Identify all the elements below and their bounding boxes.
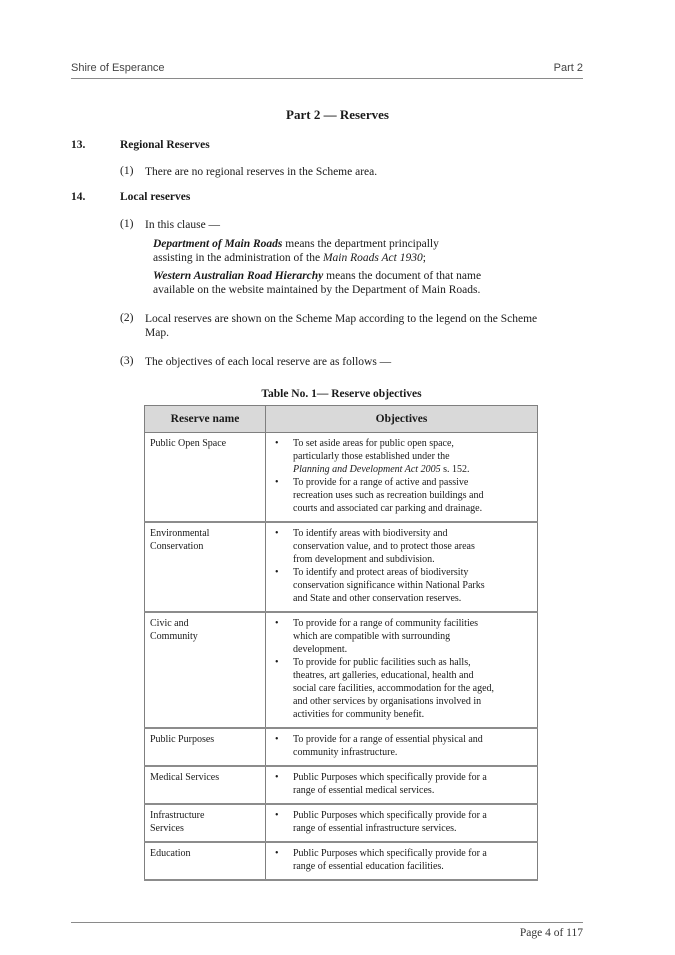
- section-13-number: 13.: [71, 139, 86, 151]
- definition-text: means the document of that name: [323, 270, 482, 282]
- table-row: [145, 804, 538, 842]
- table-row: [145, 612, 538, 728]
- objectives-cell: [266, 522, 538, 612]
- definition-department-of-main-roads: [153, 237, 533, 265]
- definition-term: Department of Main Roads: [153, 238, 283, 250]
- bullet-icon: •: [275, 734, 279, 745]
- definition-wa-road-hierarchy: [153, 269, 533, 297]
- objective-line: which are compatible with surrounding: [293, 631, 451, 642]
- objective-line: conservation significance within National Parks: [293, 580, 485, 591]
- section-13-title: Regional Reserves: [120, 139, 210, 151]
- bullet-icon: •: [275, 618, 279, 629]
- reserve-name-cell: [145, 522, 266, 612]
- act-name: Main Roads Act 1930: [322, 252, 423, 264]
- section-13-para-1-number: (1): [120, 165, 134, 177]
- objective-line: range of essential medical services.: [293, 785, 435, 796]
- objectives-cell: [266, 612, 538, 728]
- bullet-icon: •: [275, 438, 279, 449]
- reserve-name-cell: [145, 728, 266, 766]
- objective-item: [271, 809, 532, 835]
- objective-line: from development and subdivision.: [293, 554, 435, 565]
- objective-line: theatres, art galleries, educational, health and: [293, 670, 474, 681]
- bullet-icon: •: [275, 657, 279, 668]
- objective-line: recreation uses such as recreation buildings and: [293, 490, 484, 501]
- table-title: Table No. 1— Reserve objectives: [261, 388, 422, 400]
- objective-item: [271, 656, 532, 721]
- reserve-name: Civic and: [150, 618, 189, 629]
- objective-line: Public Purposes which specifically provide for a: [293, 772, 487, 783]
- section-14-para-2-number: (2): [120, 312, 134, 324]
- section-13-para-1-text: There are no regional reserves in the Scheme area.: [145, 166, 378, 178]
- bullet-icon: •: [275, 528, 279, 539]
- objectives-cell: [266, 842, 538, 880]
- reserve-name: Infrastructure: [150, 810, 205, 821]
- objective-line: conservation value, and to protect those areas: [293, 541, 475, 552]
- objective-line: To identify and protect areas of biodiversity: [293, 567, 469, 578]
- table-row: [145, 728, 538, 766]
- objective-line: particularly those established under the: [293, 451, 450, 462]
- objective-line: community infrastructure.: [293, 747, 398, 758]
- objective-item: [271, 617, 532, 656]
- reserve-name: Medical Services: [150, 772, 220, 783]
- objective-line: courts and associated car parking and drainage.: [293, 503, 483, 514]
- objective-line: To provide for public facilities such as halls,: [293, 657, 471, 668]
- reserve-name-cell: [145, 433, 266, 523]
- objective-item: [271, 476, 532, 515]
- objective-item: [271, 566, 532, 605]
- objective-item: [271, 771, 532, 797]
- reserve-name-cell: [145, 612, 266, 728]
- reserve-name: Conservation: [150, 541, 204, 552]
- objective-item: [271, 527, 532, 566]
- objective-line: range of essential education facilities.: [293, 861, 444, 872]
- objective-item: [271, 437, 532, 476]
- reserve-name: Services: [150, 823, 184, 834]
- table-row: [145, 433, 538, 523]
- bullet-icon: •: [275, 567, 279, 578]
- reserve-name-cell: [145, 766, 266, 804]
- section-14-para-2-text: [145, 312, 585, 340]
- reserve-name-cell: [145, 842, 266, 880]
- objective-line: and State and other conservation reserves.: [293, 593, 462, 604]
- objective-line: To provide for a range of active and passive: [293, 477, 469, 488]
- reserve-objectives-table: [144, 405, 538, 881]
- section-14-para-1-number: (1): [120, 218, 134, 230]
- header-part-label: Part 2: [553, 62, 583, 74]
- reserve-name: Environmental: [150, 528, 210, 539]
- objectives-cell: [266, 728, 538, 766]
- objective-line: social care facilities, accommodation for the aged,: [293, 683, 495, 694]
- objective-line: development.: [293, 644, 348, 655]
- para-line: Local reserves are shown on the Scheme Map according to the legend on the Scheme: [145, 313, 538, 325]
- definition-text: ;: [422, 252, 426, 264]
- footer-rule: [71, 922, 583, 923]
- definition-text: available on the website maintained by the Department of Main Roads.: [153, 284, 481, 296]
- header-rule: [71, 78, 583, 79]
- objectives-cell: [266, 804, 538, 842]
- objective-line: To set aside areas for public open space,: [293, 438, 454, 449]
- objective-line: s. 152.: [440, 464, 470, 475]
- objective-line: To provide for a range of essential physical and: [293, 734, 483, 745]
- table-row: [145, 842, 538, 880]
- objective-line: range of essential infrastructure services.: [293, 823, 457, 834]
- bullet-icon: •: [275, 810, 279, 821]
- header-shire-name: Shire of Esperance: [71, 62, 165, 74]
- objective-line: Public Purposes which specifically provide for a: [293, 810, 487, 821]
- bullet-icon: •: [275, 848, 279, 859]
- section-14-para-3-text: The objectives of each local reserve are as follows —: [145, 356, 392, 368]
- part-title: Part 2 — Reserves: [286, 107, 389, 122]
- definition-text: means the department principally: [282, 238, 439, 250]
- objectives-cell: [266, 766, 538, 804]
- bullet-icon: •: [275, 477, 279, 488]
- objective-line: To provide for a range of community facilities: [293, 618, 479, 629]
- table-row: [145, 766, 538, 804]
- definition-term: Western Australian Road Hierarchy: [153, 270, 324, 282]
- objectives-cell: [266, 433, 538, 523]
- objective-line: and other services by organisations involved in: [293, 696, 482, 707]
- section-14-title: Local reserves: [120, 191, 191, 203]
- section-14-para-1-text: In this clause —: [145, 219, 221, 231]
- column-header-reserve-name: Reserve name: [145, 406, 266, 433]
- section-14-para-3-number: (3): [120, 355, 134, 367]
- objective-item: [271, 733, 532, 759]
- definition-text: assisting in the administration of the: [153, 252, 323, 264]
- table-header-row: [145, 406, 538, 433]
- objective-item: [271, 847, 532, 873]
- section-14-number: 14.: [71, 191, 86, 203]
- objective-line: activities for community benefit.: [293, 709, 425, 720]
- act-name: Planning and Development Act 2005: [293, 464, 441, 475]
- table-row: [145, 522, 538, 612]
- objective-line: Public Purposes which specifically provide for a: [293, 848, 487, 859]
- objective-line: To identify areas with biodiversity and: [293, 528, 448, 539]
- reserve-name: Public Open Space: [150, 438, 227, 449]
- page-number: Page 4 of 117: [519, 927, 583, 939]
- reserve-name: Education: [150, 848, 191, 859]
- bullet-icon: •: [275, 772, 279, 783]
- reserve-name: Community: [150, 631, 198, 642]
- column-header-objectives: Objectives: [266, 406, 538, 433]
- para-line: Map.: [145, 327, 169, 339]
- reserve-name: Public Purposes: [150, 734, 215, 745]
- reserve-name-cell: [145, 804, 266, 842]
